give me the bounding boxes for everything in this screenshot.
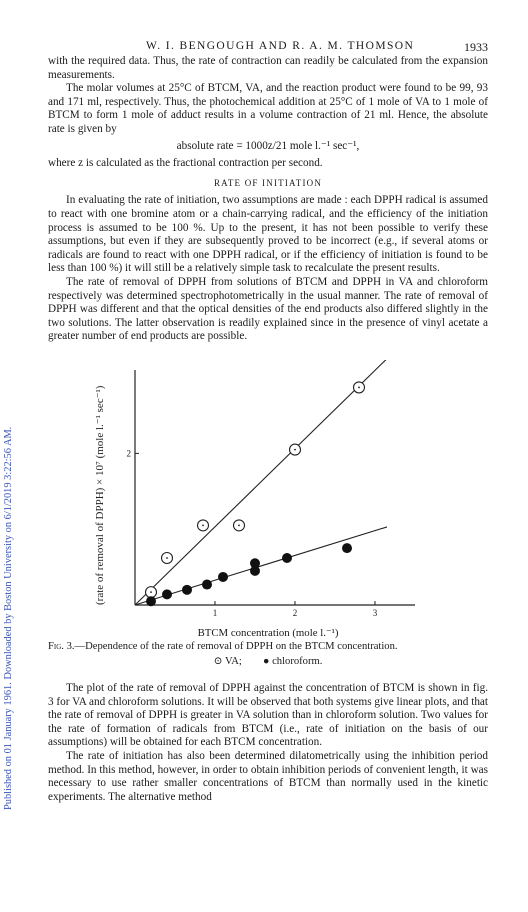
text-block-bottom — [48, 682, 488, 804]
paragraph: where z is calculated as the fractional contraction per second. — [48, 157, 323, 170]
data-point-va-center — [294, 449, 296, 451]
data-point-va-center — [150, 591, 152, 593]
caption-text: —Dependence of the rate of removal of DPPH on the BTCM concentration. — [74, 641, 398, 652]
paragraph: with the required data. Thus, the rate of contraction can readily be calculated from the expansion measurements. — [48, 55, 488, 81]
download-side-note — [3, 426, 14, 810]
x-axis-label: BTCM concentration (mole l.⁻¹) — [197, 627, 339, 639]
text-block-top — [48, 55, 488, 344]
data-point-va-center — [166, 557, 168, 559]
paragraph: The plot of the rate of removal of DPPH against the concentration of BTCM is shown in fig. 3 for VA and chloroform solutions. It will be observed that both systems give linear plots, and that the rate of removal of DPPH is greater in VA solution than in chloroform solution. Two values for the rate of formation of radicals from BTCM (i.e., rate of initiation on the basis of our assumptions) will be obtained for each BTCM concentration. — [48, 682, 488, 749]
legend-va: VA; — [224, 656, 242, 667]
x-tick-label: 2 — [292, 608, 298, 618]
chart-points — [146, 382, 365, 606]
y-axis-label: (rate of removal of DPPH) × 10⁷ (mole l.⁻¹ sec⁻¹) — [94, 385, 106, 605]
figure-3-chart — [80, 360, 420, 622]
chart-fit-lines — [135, 360, 387, 605]
data-point-chloroform — [342, 543, 352, 553]
paragraph: In evaluating the rate of initiation, two assumptions are made : each DPPH radical is assumed to react with one bromine atom or a chain-carrying radical, and the efficiency of the initiation process is assumed to be 100 %. Up to the present, it has not been possible to verify these assumptions, but even if they are subsequently proved to be incorrect (e.g., if several atoms or radicals are found to react with one DPPH radical, or if the efficiency of initiation is found to be less than 100 %) it will still be a relatively simple task to recalculate the present results. — [48, 194, 488, 275]
paragraph: The rate of initiation has also been determined dilatometrically using the inhibition period method. In this method, however, in order to obtain inhibition periods of convenient length, it was necessary to use rather smaller concentrations of BTCM than normally used in the kinetic experiments. The alternative method — [48, 749, 488, 803]
section-heading: RATE OF INITIATION — [213, 177, 323, 188]
data-point-chloroform — [162, 589, 172, 599]
fit-line — [135, 360, 387, 605]
figure-legend — [48, 655, 488, 667]
data-point-va-center — [202, 525, 204, 527]
y-tick-label: 2 — [126, 448, 131, 459]
chart-axes — [135, 370, 415, 605]
page-number: 1933 — [464, 40, 488, 54]
x-tick-label: 1 — [212, 608, 218, 618]
data-point-chloroform — [202, 580, 212, 590]
equation: absolute rate = 1000z/21 mole l.⁻¹ sec⁻¹, — [176, 139, 360, 152]
data-point-va-center — [358, 387, 360, 389]
figure-caption — [48, 640, 488, 653]
fit-line — [135, 527, 387, 605]
caption-label: Fig. 3. — [48, 641, 75, 652]
data-point-chloroform — [146, 596, 156, 606]
data-point-chloroform — [218, 572, 228, 582]
data-point-va-center — [238, 525, 240, 527]
data-point-chloroform — [282, 553, 292, 563]
download-side-note-text[interactable]: Published on 01 January 1961. Downloaded by Boston University on 6/1/2019 3:22:56 AM. — [3, 426, 14, 810]
x-tick-label: 3 — [372, 608, 378, 618]
paragraph: The molar volumes at 25°C of BTCM, VA, and the reaction product were found to be 99, 93 and 171 ml, respectively. Thus, the photochemical addition at 25°C of 1 mole of VA to 1 mole of BTCM to form 1 mole of adduct results in a volume contraction of 21 ml. Hence, the absolute rate is given by — [48, 82, 488, 135]
legend-va-symbol: ⊙ — [213, 656, 223, 667]
running-head: W. I. BENGOUGH AND R. A. M. THOMSON — [146, 40, 415, 52]
legend-chloroform: chloroform. — [272, 656, 323, 667]
legend-chloroform-symbol: ● — [263, 656, 270, 667]
paragraph: The rate of removal of DPPH from solutions of BTCM and DPPH in VA and chloroform respectively was determined spectrophotometrically in the usual manner. The rate of removal of DPPH was different and that the optical densities of the end products also differed slightly in the two solutions. The latter observation is readily explained since in the presence of vinyl acetate a greater number of end products are possible. — [48, 275, 488, 343]
data-point-chloroform — [182, 585, 192, 595]
data-point-chloroform — [250, 558, 260, 568]
